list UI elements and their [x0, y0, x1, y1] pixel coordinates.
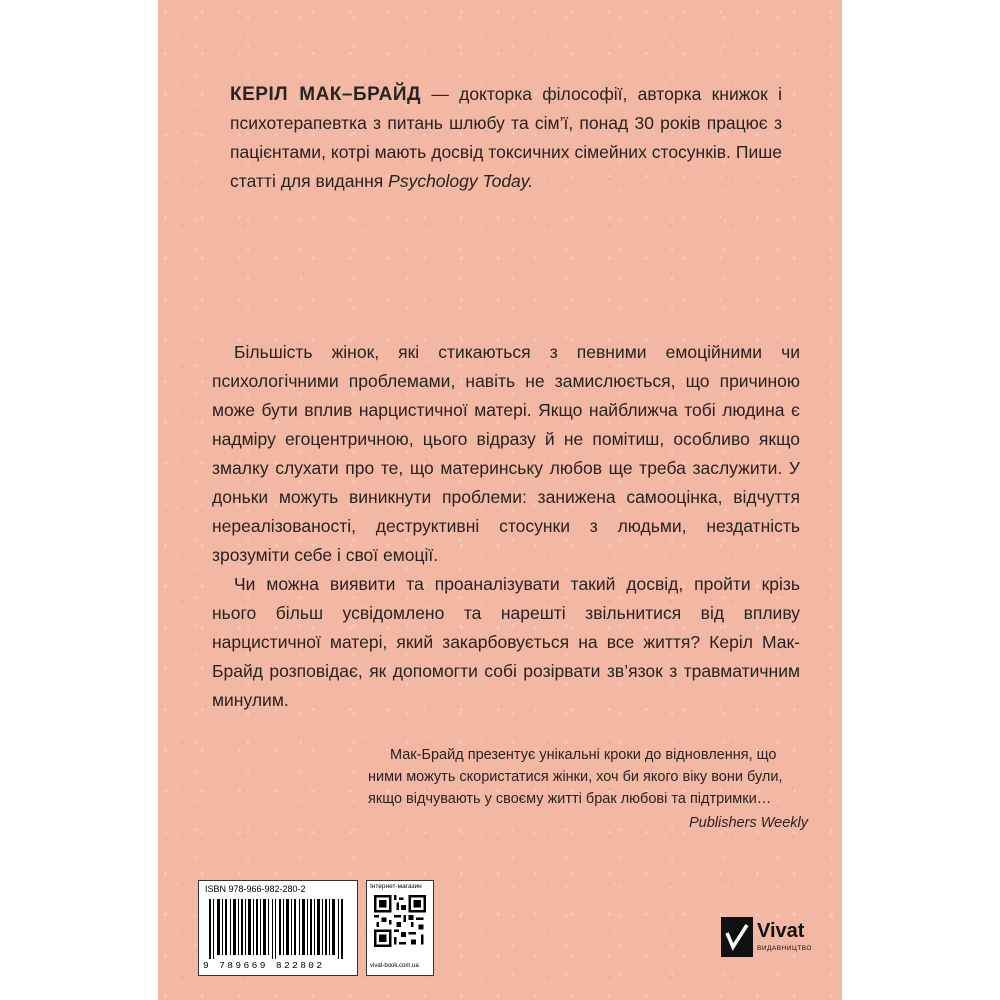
magazine-title: Psychology Today. [388, 171, 534, 191]
book-description [212, 338, 800, 715]
author-name: КЕРІЛ МАК–БРАЙД [230, 84, 422, 105]
publisher-subtitle: ВИДАВНИЦТВО [757, 945, 812, 952]
review-quote [368, 744, 808, 834]
book-back-cover [158, 0, 842, 1000]
isbn-barcode-box [198, 880, 358, 976]
qr-code-box [366, 880, 434, 976]
author-bio-text: — докторка філософії, авторка книжок і психотерапевтка з питань шлюбу та сім’ї, понад 30 років працює з пацієнтами, котрі мають досвід токсичних сімейних стосунків. Пише статті для видання [230, 84, 782, 191]
qr-top-label: Інтернет-магазин [370, 883, 422, 890]
isbn-label: ISBN 978-966-982-280-2 [205, 884, 306, 894]
qr-bottom-label: vivat-book.com.ua [370, 963, 419, 969]
publisher-logo [721, 917, 813, 961]
vivat-logo-icon [721, 917, 753, 957]
review-attribution: Publishers Weekly [688, 815, 808, 831]
barcode-icon [209, 899, 347, 959]
description-paragraph-1: Більшість жінок, які стикаються з певними емоційними чи психологічними проблемами, навіть не замислюється, що причиною може бути вплив нарцистичної матері. Якщо найближча тобі людина є надміру егоцентричною, цього відразу й не помітиш, особливо якщо змалку слухати про те, що материнську любов ще треба заслужити. У доньки можуть виникнути проблеми: занижена самооцінка, відчуття нереалізованості, деструктивні стосунки з людьми, нездатність зрозуміти себе і свої емоції. [212, 342, 800, 565]
qr-code-icon[interactable] [374, 895, 426, 947]
barcode-digits: 9 789669 822802 [203, 960, 325, 971]
publisher-name: Vivat [757, 920, 805, 942]
description-paragraph-2: Чи можна виявити та проаналізувати такий досвід, пройти крізь нього більш усвідомлено та нарешті звільнитися від впливу нарцистичної матері, який закарбовується на все життя? Керіл Мак-Брайд розповідає, як допомогти собі розірвати зв’язок з травматичним минулим. [212, 574, 800, 710]
author-bio [230, 80, 782, 196]
review-quote-text: Мак-Брайд презентує унікальні кроки до відновлення, що ними можуть скористатися жінки, хоч би якого віку вони були, якщо відчувають у своєму житті брак любові та підтримки… [368, 747, 783, 807]
